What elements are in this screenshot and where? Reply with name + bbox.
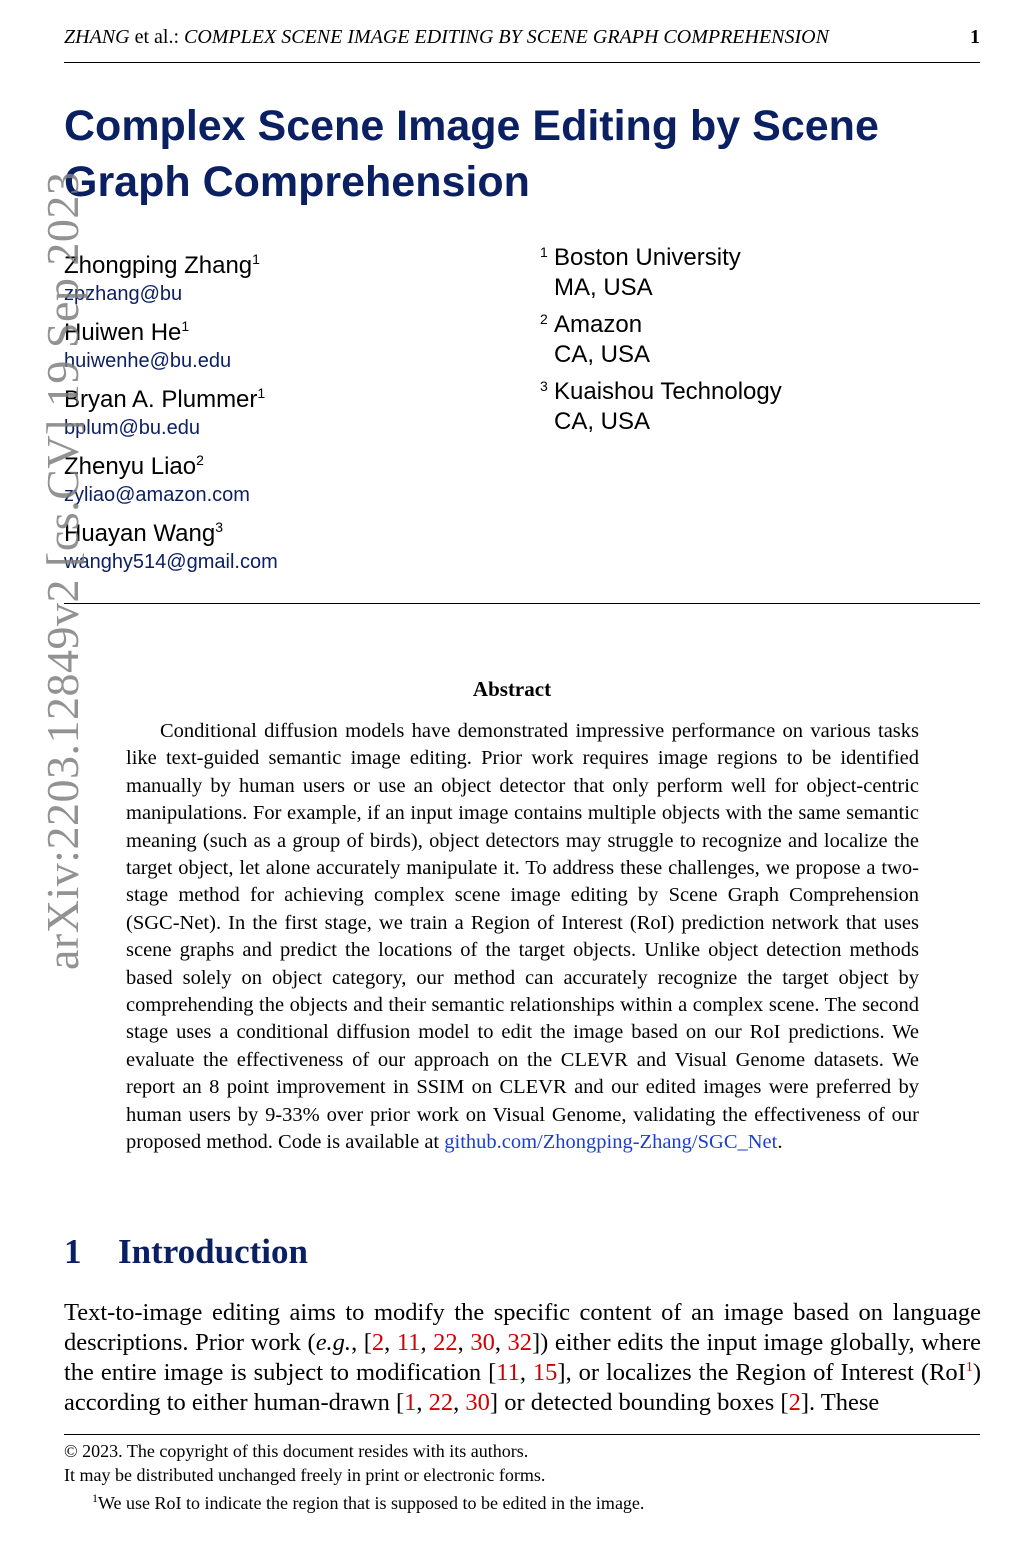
affiliation-marker: 2 [196,452,204,468]
page-footer [64,1440,981,1516]
author-email-link[interactable]: zpzhang@bu [64,283,183,305]
running-header [64,26,980,49]
affiliation-number: 1 [540,244,548,260]
citation-link[interactable]: 22 [428,1389,454,1416]
citation-link[interactable]: 15 [532,1359,558,1386]
author-entry [64,243,278,310]
citation-link[interactable]: 22 [433,1329,458,1356]
footnote [64,1487,981,1516]
abstract-heading: Abstract [472,677,552,701]
running-header-etal: et al.: [129,26,185,48]
author-email-link[interactable]: bplum@bu.edu [64,417,200,439]
affiliation-name: Amazon [554,311,643,338]
license-notice: It may be distributed unchanged freely in print or electronic forms. [64,1464,546,1485]
affiliation-number: 2 [540,311,548,327]
footnote-link[interactable]: 1 [965,1359,973,1375]
citation-link[interactable]: 11 [396,1329,421,1356]
author-entry [64,444,278,511]
author-email-link[interactable]: wanghy514@gmail.com [64,551,278,573]
section-heading [64,1232,308,1272]
page-number: 1 [970,26,980,48]
citation-link[interactable]: 11 [496,1359,520,1386]
affiliation-marker: 3 [215,519,223,535]
author-name: Bryan A. Plummer$^1$ [64,385,266,413]
introduction-paragraph: Text-to-image editing aims to modify the specific content of an image based on language descriptions. Prior work (e.g., [2, 11, 22, 30, 32]) either edits the input image globally, where the entire image is subject to modification [11, 15], or localizes the Region of Interest (RoI$^1$) according to either human-drawn [1, 22, 30] or detected bounding boxes [2]. These [64,1299,982,1416]
footer-rule [64,1434,980,1435]
affiliation-entry [540,243,782,310]
affiliation-location: CA, USA [554,408,651,435]
affiliation-name: Boston University [554,244,741,271]
affiliation-marker: 1 [181,318,190,334]
affiliation-name: Kuaishou Technology [554,378,782,405]
abstract-body: Conditional diffusion models have demonstrated impressive performance on various tasks like text-guided semantic image editing. Prior work requires image regions to be identified manually by human users or use an object detector that only perform well for object-centric manipulations. For example, if an input image contains multiple objects with the same semantic meaning (such as a group of birds), object detectors may struggle to recognize and localize the target object, let alone accurately manipulate it. To address these challenges, we propose a two-stage method for achieving complex scene image editing by Scene Graph Comprehension (SGC-Net). In the first stage, we train a Region of Interest (RoI) prediction network that uses scene graphs and predict the locations of the target objects. Unlike object detection methods based solely on object category, our method can accurately recognize the target object by comprehending the objects and their semantic relationships within a complex scene. The second stage uses a conditional diffusion model to edit the image based on our RoI predictions. We evaluate the effectiveness of our approach on the CLEVR and Visual Genome datasets. We report an 8 point improvement in SSIM on CLEVR and our edited images were preferred by human users by 9-33% over prior work on Visual Genome, validating the effectiveness of our proposed method. Code is available at github.com/Zhongping-Zhang/SGC_Net. [126,720,919,1154]
citation-link[interactable]: 30 [470,1329,495,1356]
copyright-notice: © 2023. The copyright of this document resides with its authors. [64,1441,529,1461]
affiliation-marker: 1 [257,385,266,401]
footnote-text: We use RoI to indicate the region that is supposed to be edited in the image. [98,1493,645,1513]
author-name: Zhongping Zhang$^1$ [64,251,260,279]
author-entry [64,310,278,377]
affiliation-list [540,243,782,444]
authors-rule [64,603,980,604]
author-name: Zhenyu Liao$^2$ [64,452,204,480]
arxiv-identifier-stamp: arXiv:2203.12849v2 [cs.CV] 19 Sep 2023 [37,171,88,970]
author-name: Huayan Wang$^3$ [64,519,223,547]
eg-abbrev: e.g. [315,1329,352,1356]
author-name: Huiwen He$^1$ [64,318,190,346]
affiliation-marker: 1 [252,251,260,267]
citation-link[interactable]: 2 [788,1389,801,1416]
abstract-text: Conditional diffusion models have demonstrated impressive performance on various tasks like text-guided semantic image editing. Prior work requires image regions to be identified manually by human users or use an object detector that only perform well for object-centric manipulations. For example, if an input image contains multiple objects with the same semantic meaning (such as a group of birds), object detectors may struggle to recognize and localize the target object, let alone accurately manipulate it. To address these challenges, we propose a two-stage method for achieving complex scene image editing by Scene Graph Comprehension (SGC-Net). In the first stage, we train a Region of Interest (RoI) prediction network that uses scene graphs and predict the locations of the target objects. Unlike object detection methods based solely on object category, our method can accurately recognize the target object by comprehending the objects and their semantic relationships within a complex scene. The second stage uses a conditional diffusion model to edit the image based on our RoI predictions. We evaluate the effectiveness of our approach on the CLEVR and Visual Genome datasets. We report an 8 point improvement in SSIM on CLEVR and our edited images were preferred by human users by 9-33% over prior work on Visual Genome, validating the effectiveness of our proposed method. Code is available at [126,720,919,1154]
citation-link[interactable]: 1 [404,1389,417,1416]
citation-link[interactable]: 30 [465,1389,490,1416]
running-header-paper-title: COMPLEX SCENE IMAGE EDITING BY SCENE GRAPH COMPREHENSION [184,26,829,48]
section-number: 1 [64,1232,82,1271]
author-entry [64,511,278,578]
affiliation-entry [540,310,782,377]
author-email-link[interactable]: huiwenhe@bu.edu [64,350,232,372]
author-entry [64,377,278,444]
running-header-title [64,26,829,49]
running-header-authors: ZHANG [64,26,130,48]
citation-link[interactable]: 32 [507,1329,532,1356]
affiliation-number: 3 [540,378,548,394]
author-email-link[interactable]: zyliao@amazon.com [64,484,250,506]
section-title: Introduction [118,1232,308,1271]
code-repository-link[interactable]: github.com/Zhongping-Zhang/SGC_Net [444,1131,778,1154]
affiliation-location: MA, USA [554,274,653,301]
footnote-marker: 1 [92,1491,98,1505]
paper-title: Complex Scene Image Editing by Scene Graph Comprehension [64,102,879,206]
author-list [64,243,278,578]
header-rule [64,62,980,63]
affiliation-location: CA, USA [554,341,651,368]
citation-link[interactable]: 2 [371,1329,385,1356]
affiliation-entry [540,377,782,444]
